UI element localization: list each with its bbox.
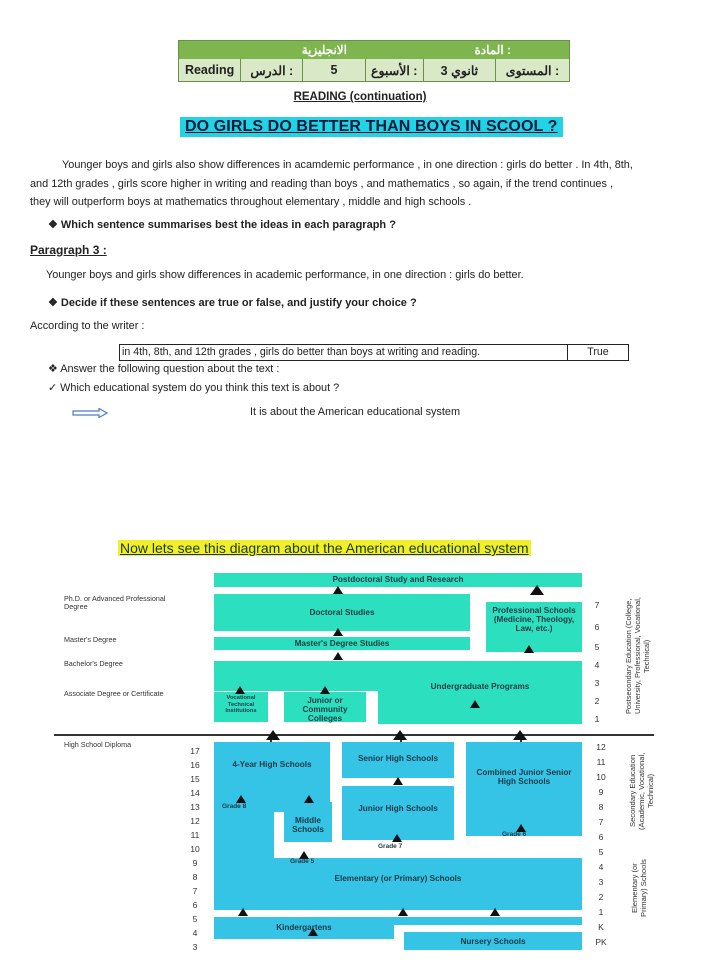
grade-number: K — [598, 922, 604, 932]
grade-tag: Grade 5 — [290, 858, 315, 865]
box-undergrad — [378, 682, 582, 724]
label-bachelors: Bachelor's Degree — [64, 659, 123, 668]
up-arrow-icon — [333, 586, 343, 594]
grade-number: 5 — [598, 847, 604, 857]
up-arrow-icon — [238, 908, 248, 916]
subject-value: الانجليزية — [301, 43, 347, 57]
label-high-school-diploma: High School Diploma — [64, 740, 132, 749]
age-number: 4 — [192, 928, 198, 938]
box-label: Elementary (or Primary) Schools — [334, 874, 462, 883]
grade-number: 1 — [598, 907, 604, 917]
up-arrow-icon — [320, 686, 330, 694]
question-true-false: ❖ Decide if these sentences are true or false, and justify your choice ? — [48, 297, 417, 309]
page-title: DO GIRLS DO BETTER THAN BOYS IN SCOOL ? — [180, 117, 563, 137]
grade-number: 9 — [598, 787, 604, 797]
grade-number: 2 — [598, 892, 604, 902]
age-number: 16 — [190, 760, 200, 770]
box-label: Middle Schools — [292, 816, 324, 834]
subtitle: READING (continuation) — [293, 91, 427, 103]
age-number: 13 — [190, 802, 200, 812]
box-senior-high — [342, 742, 454, 778]
box-nursery — [404, 932, 582, 950]
answer-text: It is about the American educational system — [250, 406, 461, 418]
answer-intro: ❖ Answer the following question about the text : — [48, 363, 280, 375]
box-label: 4-Year High Schools — [232, 760, 312, 769]
grade-number: PK — [595, 937, 607, 947]
tf-answer: True — [587, 346, 609, 358]
year-number: 7 — [594, 600, 600, 610]
according-label: According to the writer : — [30, 320, 145, 332]
age-number: 14 — [190, 788, 200, 798]
lesson-label: الدرس : — [240, 59, 302, 81]
header-table — [178, 40, 570, 82]
up-arrow-icon — [392, 834, 402, 842]
education-diagram — [0, 568, 720, 960]
grade-tag: Grade 7 — [378, 843, 403, 850]
up-arrow-icon — [513, 730, 527, 740]
box-middle — [284, 802, 332, 842]
box-kindergarten-strip — [394, 917, 582, 925]
box-label: Professional Schools (Medicine, Theology, Law, etc.) — [492, 606, 576, 633]
grade-number: 3 — [598, 877, 604, 887]
box-masters — [214, 637, 470, 650]
answer-question: ✓ Which educational system do you think this text is about ? — [48, 382, 340, 394]
year-number: 3 — [594, 678, 600, 688]
box-label: Master's Degree Studies — [294, 639, 390, 648]
week-label: الأسبوع : — [365, 59, 423, 81]
up-arrow-icon — [304, 795, 314, 803]
age-number: 5 — [192, 914, 198, 924]
up-arrow-icon — [530, 585, 544, 595]
year-number: 1 — [594, 714, 600, 724]
up-arrow-icon — [299, 851, 309, 859]
header-info-row — [179, 59, 569, 81]
year-number: 4 — [594, 660, 600, 670]
grade-tag: Grade 6 — [502, 831, 527, 838]
age-number: 9 — [192, 858, 198, 868]
box-label: Vocational Technical Institutions — [225, 695, 257, 714]
lesson-value: Reading — [184, 63, 235, 77]
label-masters: Master's Degree — [64, 635, 117, 644]
side-label-elementary: Elementary (or Primary) Schools — [630, 859, 648, 917]
box-kindergartens — [214, 917, 394, 939]
box-vocational — [214, 692, 268, 722]
level-label: المستوى : — [495, 59, 569, 81]
paragraph3-text: Younger boys and girls show differences in academic performance, in one direction : girls do better. — [46, 269, 524, 281]
box-label: Doctoral Studies — [309, 608, 375, 617]
box-elementary — [214, 858, 582, 910]
age-number: 12 — [190, 816, 200, 826]
year-number: 5 — [594, 642, 600, 652]
up-arrow-icon — [266, 730, 280, 740]
tf-statement: in 4th, 8th, and 12th grades , girls do better than boys at writing and reading. — [120, 345, 568, 360]
up-arrow-icon — [393, 777, 403, 785]
age-number: 6 — [192, 900, 198, 910]
year-number: 2 — [594, 696, 600, 706]
up-arrow-icon — [524, 645, 534, 653]
subject-label: المادة : — [474, 43, 511, 57]
grade-number: 12 — [596, 742, 606, 752]
box-label: Kindergartens — [276, 923, 332, 932]
box-doctoral — [214, 594, 470, 631]
age-number: 11 — [190, 830, 200, 840]
grade-number: 6 — [598, 832, 604, 842]
label-phd: Ph.D. or Advanced Professional Degree — [64, 594, 166, 611]
reading-paragraph — [30, 156, 720, 212]
age-number: 7 — [192, 886, 198, 896]
label-associate: Associate Degree or Certificate — [64, 689, 164, 698]
paragraph3-heading: Paragraph 3 : — [30, 243, 107, 257]
box-junior-college — [284, 692, 366, 722]
paragraph-line: they will outperform boys at mathematics throughout elementary , middle and high schools . — [30, 196, 472, 208]
up-arrow-icon — [308, 928, 318, 936]
box-left-column — [214, 812, 274, 862]
side-label-postsecondary: Postsecondary Education (College, University, Professional, Vocational, Technical) — [624, 597, 651, 715]
up-arrow-icon — [490, 908, 500, 916]
paragraph-line: Younger boys and girls also show differences in acamdemic performance , in one direction : girls do better . In 4th, 8th, — [62, 159, 633, 171]
week-value: 5 — [302, 59, 364, 81]
box-label: Junior High Schools — [358, 804, 438, 813]
question-summarise: ❖ Which sentence summarises best the ideas in each paragraph ? — [48, 219, 396, 231]
age-number: 3 — [192, 942, 198, 952]
grade-tag: Grade 8 — [222, 803, 247, 810]
age-number: 17 — [190, 746, 200, 756]
up-arrow-icon — [333, 628, 343, 636]
header-subject-row — [179, 41, 569, 59]
age-number: 15 — [190, 774, 200, 784]
box-junior-high — [342, 786, 454, 840]
box-label: Combined Junior Senior High Schools — [476, 768, 572, 786]
right-arrow-icon — [72, 405, 108, 423]
grade-number: 10 — [596, 772, 606, 782]
box-label: Undergraduate Programs — [430, 682, 530, 691]
side-label-secondary: Secondary Education (Academic, Vocational, Technical) — [628, 752, 655, 830]
paragraph-line: and 12th grades , girls score higher in writing and reading than boys , and mathematics , so again, if the trend continues , — [30, 177, 613, 190]
grade-number: 11 — [596, 757, 606, 767]
up-arrow-icon — [470, 700, 480, 708]
up-arrow-icon — [516, 824, 526, 832]
box-postdoctoral — [214, 573, 582, 587]
up-arrow-icon — [398, 908, 408, 916]
year-number: 6 — [594, 622, 600, 632]
box-label: Senior High Schools — [357, 754, 439, 763]
up-arrow-icon — [236, 795, 246, 803]
diagram-title: Now lets see this diagram about the American educational system — [120, 540, 529, 556]
up-arrow-icon — [333, 652, 343, 660]
box-combined — [466, 742, 582, 836]
divider — [54, 734, 654, 736]
grade-number: 7 — [598, 817, 604, 827]
age-number: 10 — [190, 844, 200, 854]
age-number: 8 — [192, 872, 198, 882]
level-value: 3 ثانوي — [423, 59, 495, 81]
up-arrow-icon — [235, 686, 245, 694]
box-label: Junior or Community Colleges — [302, 696, 348, 723]
box-label: Postdoctoral Study and Research — [332, 575, 464, 584]
box-professional — [486, 602, 582, 652]
grade-number: 8 — [598, 802, 604, 812]
true-false-table — [119, 344, 629, 361]
box-label: Nursery Schools — [460, 937, 526, 946]
grade-number: 4 — [598, 862, 604, 872]
up-arrow-icon — [393, 730, 407, 740]
